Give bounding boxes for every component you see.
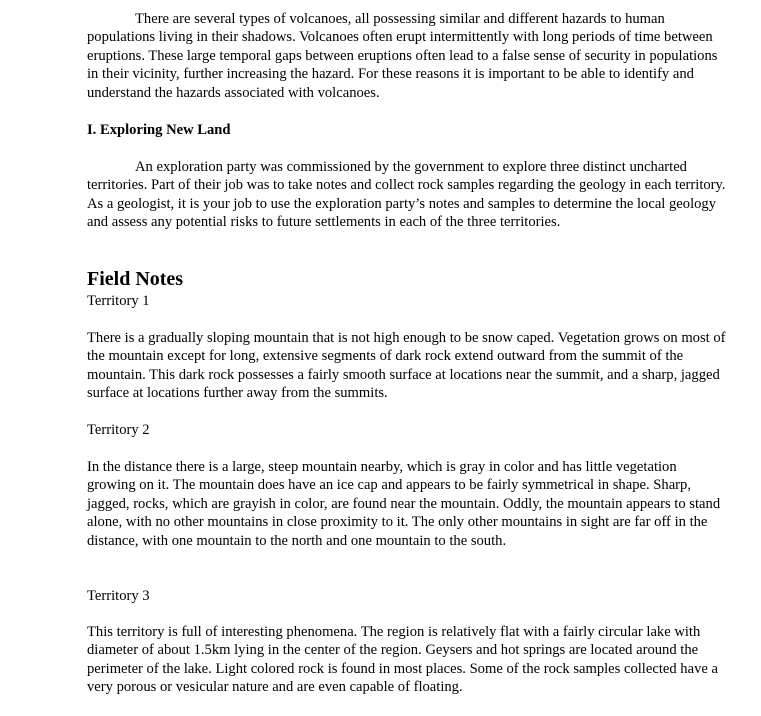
exploration-paragraph: An exploration party was commissioned by the government to explore three distinct uncharted territories. Part of their job was to take notes and collect rock samples regarding the geology in each territory. As a geologist, it is your job to use the exploration party’s notes and samples to determine the local geology and assess any potential risks to future settlements in each of the three territories. bbox=[87, 159, 726, 231]
territory-3-label: Territory 3 bbox=[87, 588, 150, 604]
territory-1-notes: There is a gradually sloping mountain that is not high enough to be snow caped. Vegetation grows on most of the mountain except for long, extensive segments of dark rock extend outward from the summit of the mountain. This dark rock possesses a fairly smooth surface at locations near the summit, and a sharp, jagged surface at locations further away from the summits. bbox=[87, 330, 726, 402]
intro-paragraph: There are several types of volcanoes, all possessing similar and different hazards to human populations living in their shadows. Volcanoes often erupt intermittently with long periods of time between eruptions. These large temporal gaps between eruptions often lead to a false sense of security in populations in their vicinity, further increasing the hazard. For these reasons it is important to be able to identify and understand the hazards associated with volcanoes. bbox=[87, 11, 718, 101]
field-notes-title: Field Notes bbox=[87, 268, 184, 290]
territory-2-label: Territory 2 bbox=[87, 422, 150, 438]
territory-2-notes: In the distance there is a large, steep mountain nearby, which is gray in color and has little vegetation growing on it. The mountain does have an ice cap and appears to be fairly symmetrical in shape. Sharp, jagged, rocks, which are grayish in color, are found near the mountain. Oddly, the mountain appears to stand alone, with no other mountains in close proximity to it. The only other mountains in sight are far off in the distance, with one mountain to the north and one mountain to the south. bbox=[87, 459, 721, 549]
territory-1-label: Territory 1 bbox=[87, 293, 150, 309]
section-heading-exploring-new-land: I. Exploring New Land bbox=[87, 122, 231, 138]
territory-3-notes: This territory is full of interesting phenomena. The region is relatively flat with a fairly circular lake with diameter of about 1.5km lying in the center of the region. Geysers and hot springs are located around the perimeter of the lake. Light colored rock is found in most places. Some of the rock samples collected have a very porous or vesicular nature and are even capable of floating. bbox=[87, 624, 718, 696]
